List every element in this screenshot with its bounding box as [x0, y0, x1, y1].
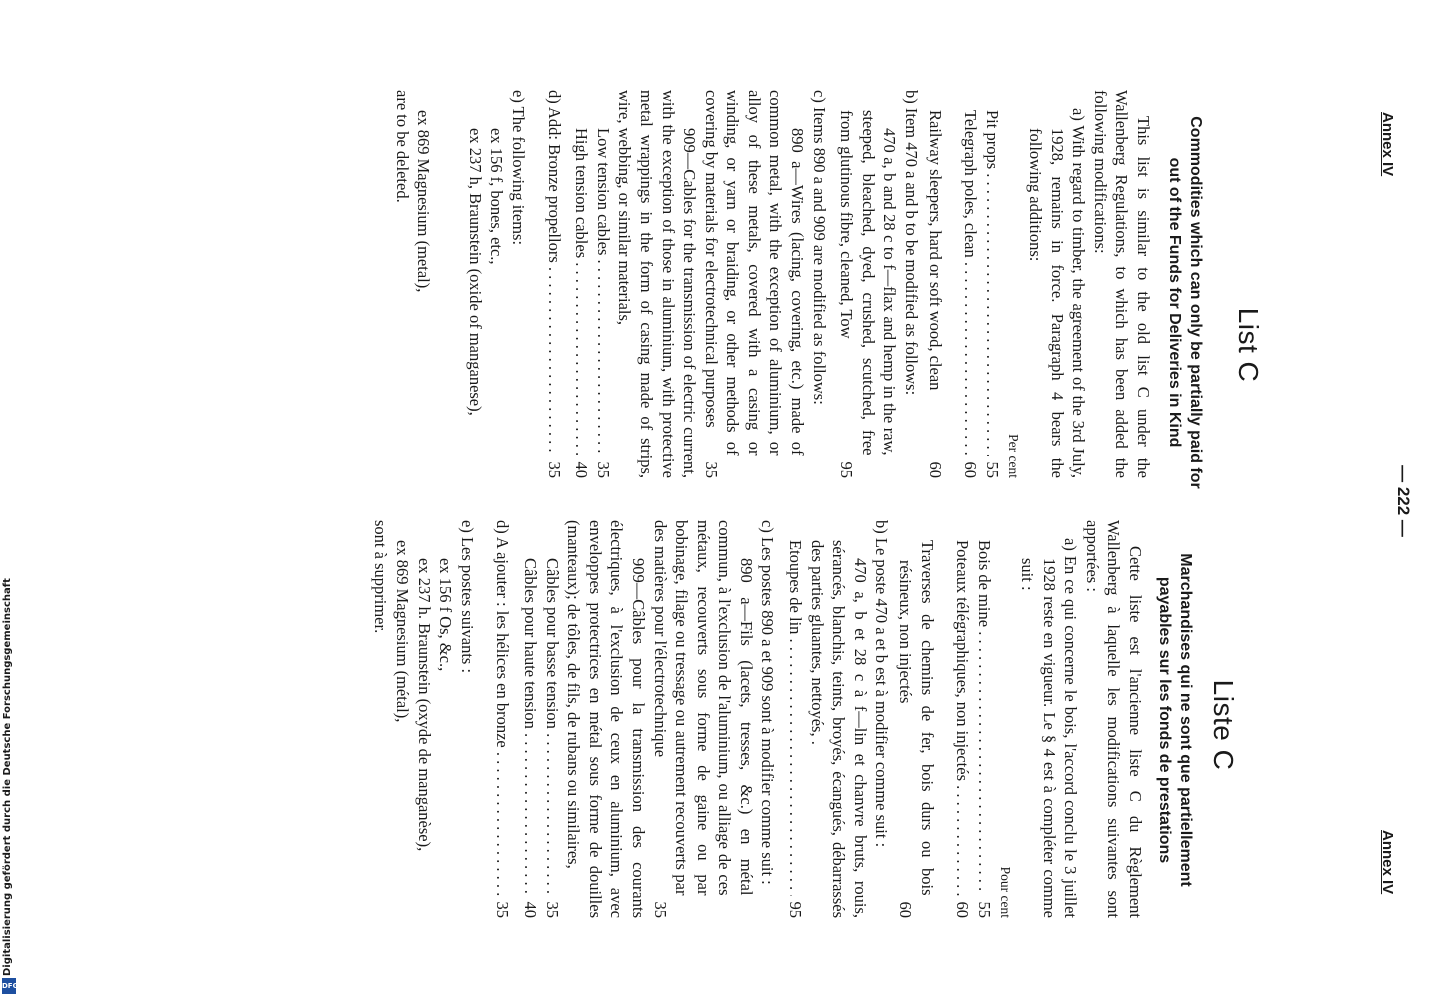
- en-d-row: [543, 90, 565, 478]
- en-high-row: [571, 90, 593, 478]
- en-low: Low tension cables . . .: [592, 128, 614, 456]
- fr-high: Câbles pour haute tension . . .: [519, 558, 541, 896]
- en-telegraph-value: 60: [961, 461, 981, 478]
- en-item-e: e) The following items:: [508, 90, 528, 246]
- fr-e4: sont à supprimer.: [371, 520, 391, 634]
- fr-mine-row: [973, 520, 995, 918]
- fr-traverses: Traverses de chemins de fer, bois durs ou bois résineux, non injectés: [896, 540, 937, 896]
- fr-per-cent-label: Pour cent: [998, 866, 1014, 918]
- fr-low-row: [541, 520, 563, 918]
- en-railway: Railway sleepers, hard or soft wood, clean: [925, 110, 945, 391]
- fr-890-value: 35: [650, 901, 670, 918]
- fr-b-body: 470 a, b et 28 c à f—lin et chanvre bruts, rouis, sérancés, blanchis, teints, broyés, écangués, débarrassés des parties gluantes, nettoyés, .: [807, 540, 870, 918]
- fr-mine-value: 55: [974, 901, 994, 918]
- en-890-row: [700, 90, 808, 478]
- fr-b-last-row: [785, 520, 807, 918]
- en-pit-props-value: 55: [982, 461, 1002, 478]
- en-title: List C: [1233, 307, 1264, 383]
- page-number: — 222 —: [1394, 465, 1413, 537]
- en-pit-props-row: [981, 90, 1003, 478]
- en-pit-props: Pit props . . .: [981, 110, 1003, 456]
- fr-890: 890 a—Fils (lacets, tresses, &c.) en métal commun, à l'exclusion de l'aluminium, ou alliage de ces métaux, recouverts sous forme de gaine ou par bobinage, filage ou tressage ou autrement recouverts par des matières pour l'électrotechnique: [650, 520, 756, 896]
- en-e1: ex 156 f, bones, etc.,: [487, 128, 507, 265]
- annex-label-right: Annex IV: [1379, 830, 1396, 895]
- en-high-value: 40: [572, 461, 592, 478]
- en-e3: ex 869 Magnesium (metal),: [414, 110, 434, 293]
- en-d-value: 35: [544, 461, 564, 478]
- en-890: 890 a—Wires (lacing, covering, etc.) made of common metal, with the exception of aluminium, or alloy of these metals, covered with a casing or winding, or yarn or braiding, or other methods of covering by materials for electrotechnical purposes: [701, 90, 808, 456]
- fr-high-row: [519, 520, 541, 918]
- fr-traverses-value: 60: [896, 901, 916, 918]
- en-subtitle: Commodities which can only be partially paid for out of the Funds for Deliveries in Kind: [1166, 116, 1204, 489]
- fr-low: Câbles pour basse tension . . .: [541, 558, 563, 896]
- fr-e1: ex 156 f Os, &c.,: [436, 558, 456, 672]
- en-b-value: 95: [837, 461, 857, 478]
- fr-b-last: Etoupes de lin . . .: [785, 540, 807, 896]
- fr-intro: Cette liste est l'ancienne liste C du Règlement Wallenberg à laquelle les modifications suivantes sont apportées :: [1082, 520, 1145, 918]
- en-per-cent-label: Per cent: [1006, 434, 1022, 478]
- en-low-row: [592, 90, 614, 478]
- en-b-body-row: [836, 90, 901, 478]
- fr-e3: ex 869 Magnesium (métal),: [393, 540, 412, 723]
- fr-column: [370, 520, 1146, 918]
- fr-traverses-row: [894, 520, 937, 918]
- en-intro: This list is similar to the old list C under the Wallenberg Regulations, to which has been added the following modifications:: [1090, 90, 1153, 478]
- fr-b-value: 95: [786, 901, 806, 918]
- en-e2: ex 237 h, Braunstein (oxide of manganese),: [465, 128, 485, 416]
- en-railway-value: 60: [925, 461, 945, 478]
- fr-poteaux: Poteaux télégraphiques, non injectés . . .: [952, 540, 974, 896]
- sidebar-credit-text: Digitalisierung gefördert durch die Deutsche Forschungsgemeinschaft: [2, 578, 13, 976]
- en-909: 909—Cables for the transmission of electric current, with the exception of those in aluminium, with protective metal wrappings in the form of casing made of strips, wire, webbing, or similar materials,: [615, 90, 700, 478]
- fr-item-a: a) En ce qui concerne le bois, l'accord conclu le 3 juillet 1928 reste en vigueur. Le § 4 est à compléter comme suit :: [1018, 538, 1081, 918]
- en-b-body: 470 a, b and 28 c to f—flax and hemp in the raw, steeped, bleached, dyed, crushed, scutched, free from glutinous fibre, cleaned, Tow: [837, 110, 900, 456]
- en-telegraph: Telegraph poles, clean . . .: [960, 110, 982, 456]
- fr-item-d: d) A ajouter : les hélices en bronze . . .: [492, 520, 514, 896]
- en-item-c: c) Items 890 a and 909 are modified as follows:: [809, 90, 829, 405]
- fr-poteaux-value: 60: [953, 901, 973, 918]
- en-item-b: b) Item 470 a and b to be modified as follows:: [902, 90, 922, 396]
- en-railway-row: [924, 90, 946, 478]
- fr-title: Liste C: [1208, 679, 1239, 771]
- fr-909: 909—Câbles pour la transmission des courants électriques, à l'exclusion de ceux en aluminium, avec enveloppes protectrices en métal sous forme de douilles (manteaux); de tôles, de fils, de rubans ou similaires,: [564, 520, 648, 918]
- en-column: [391, 90, 1154, 478]
- en-item-d: d) Add: Bronze propellors . . .: [543, 90, 565, 456]
- fr-mine: Bois de mine . . .: [973, 540, 995, 896]
- fr-item-b: b) Le poste 470 a et b est à modifier comme suit :: [872, 520, 892, 848]
- en-telegraph-row: [960, 90, 982, 478]
- fr-item-c: c) Les postes 890 a et 909 sont à modifier comme suit :: [758, 520, 778, 885]
- fr-high-value: 40: [520, 901, 540, 918]
- fr-low-value: 35: [542, 901, 562, 918]
- fr-e2: ex 237 h. Braunstein (oxyde de manganèse),: [414, 558, 434, 852]
- annex-label-left: Annex IV: [1379, 112, 1396, 177]
- fr-890-row: [649, 520, 757, 918]
- en-890-value: 35: [701, 461, 721, 478]
- en-item-a: a) With regard to timber, the agreement of the 3rd July, 1928, remains in force. Paragraph 4 bears the following additions:: [1026, 108, 1089, 478]
- dfg-sidebar: [2, 578, 19, 994]
- en-e4: are to be deleted.: [392, 90, 412, 203]
- fr-subtitle: Marchandises qui ne sont que partiellement payables sur les fonds de prestations: [1156, 553, 1194, 887]
- fr-d-value: 35: [493, 901, 513, 918]
- fr-poteaux-row: [952, 520, 974, 918]
- fr-item-e: e) Les postes suivants :: [457, 520, 477, 674]
- fr-d-row: [492, 520, 514, 918]
- dfg-logo: DFG: [2, 978, 16, 994]
- en-low-value: 35: [593, 461, 613, 478]
- en-high: High tension cables . . .: [571, 128, 593, 456]
